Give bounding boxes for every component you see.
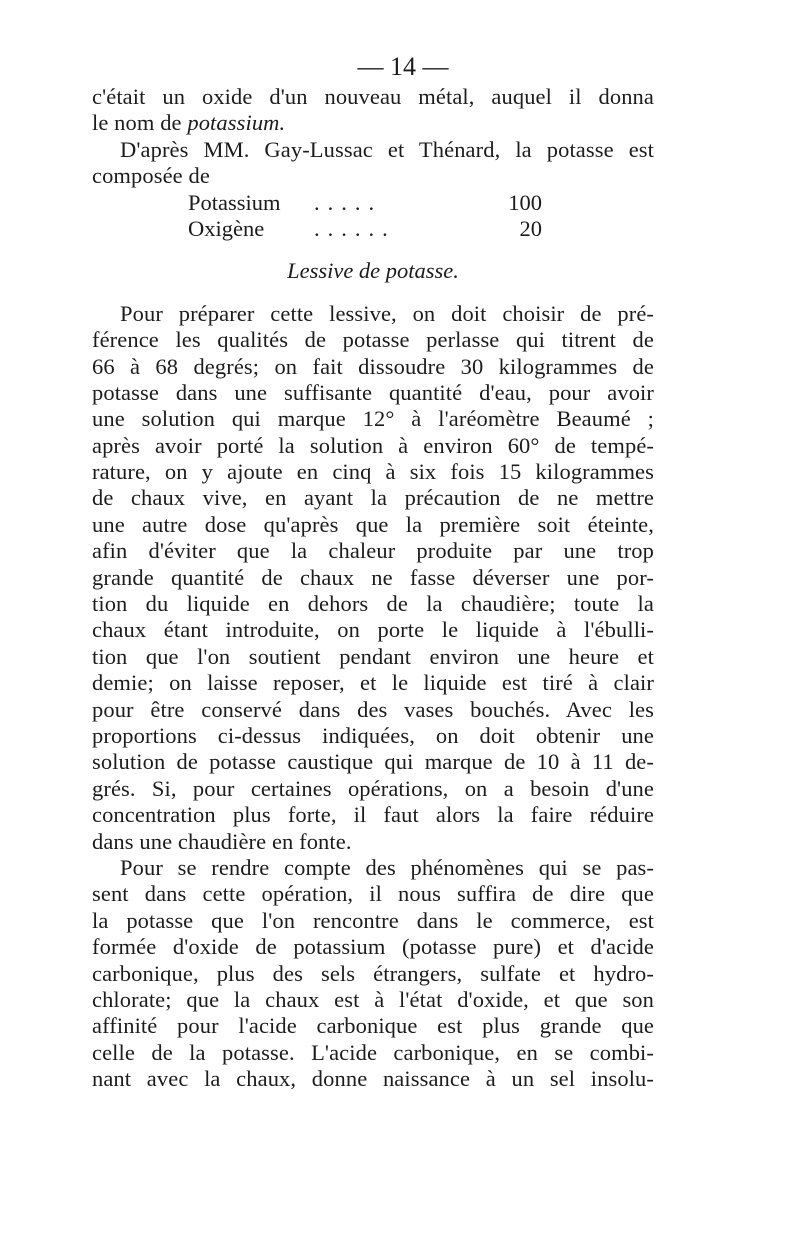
text-line: Pour se rendre compte des phénomènes qui se pas- — [120, 854, 654, 880]
leader-dots: ..... — [314, 189, 383, 215]
text-line: Pour préparer cette lessive, on doit choisir de pré- — [120, 300, 654, 326]
text-line: dans une chaudière en fonte. — [92, 828, 352, 854]
text-fragment: le nom de — [92, 110, 188, 136]
text-line: c'était un oxide d'un nouveau métal, auquel il donna — [92, 84, 654, 109]
leader-dots: ...... — [314, 215, 396, 241]
text-line: férence les qualités de potasse perlasse qui titrent de — [92, 327, 654, 353]
text-line: une solution qui marque 12° à l'aréomètre Beaumé ; — [92, 406, 654, 432]
paragraph-phenomenes — [92, 855, 654, 1093]
text-line: carbonique, plus des sels étrangers, sulfate et hydro- — [92, 960, 654, 986]
text-line: de chaux vive, en ayant la précaution de ne mettre — [92, 485, 654, 511]
intro-block — [92, 84, 654, 190]
text-line: pour être conservé dans des vases bouchés. Avec les — [92, 696, 654, 722]
text-line: formée d'oxide de potassium (potasse pure) et d'acide — [92, 934, 654, 960]
text-line: rature, on y ajoute en cinq à six fois 15 kilogrammes — [92, 459, 654, 485]
text-line: après avoir porté la solution à environ 60° de tempé- — [92, 432, 654, 458]
text-line: affinité pour l'acide carbonique est plus grande que — [92, 1013, 654, 1039]
text-line: solution de potasse caustique qui marque de 10 à 11 de- — [92, 749, 654, 775]
section-title: Lessive de potasse. — [287, 258, 459, 284]
text-line: sent dans cette opération, il nous suffira de dire que — [92, 881, 654, 907]
element-name: Oxigène — [188, 215, 265, 241]
composition-table — [92, 190, 654, 243]
text-line: concentration plus forte, il faut alors la faire réduire — [92, 802, 654, 828]
book-page — [92, 50, 654, 1092]
text-line: tion que l'on soutient pendant environ une heure et — [92, 643, 654, 669]
text-line: proportions ci-dessus indiquées, on doit obtenir une — [92, 722, 654, 748]
text-line: potasse dans une suffisante quantité d'eau, pour avoir — [92, 379, 654, 405]
paragraph-lessive — [92, 301, 654, 855]
text-line: demie; on laisse reposer, et le liquide est tiré à clair — [92, 670, 654, 696]
text-line: chlorate; que la chaux est à l'état d'oxide, et que son — [92, 986, 654, 1012]
text-line: grande quantité de chaux ne fasse déverser une por- — [92, 564, 654, 590]
text-line — [92, 110, 654, 136]
element-value: 20 — [519, 215, 542, 241]
composition-row — [92, 216, 654, 242]
text-line: tion du liquide en dehors de la chaudière; toute la — [92, 591, 654, 617]
text-line: nant avec la chaux, donne naissance à un sel insolu- — [92, 1066, 654, 1092]
text-line: grés. Si, pour certaines opérations, on a besoin d'une — [92, 775, 654, 801]
italic-term: potassium. — [187, 110, 286, 136]
text-line: chaux étant introduite, on porte le liquide à l'ébulli- — [92, 617, 654, 643]
text-line: celle de la potasse. L'acide carbonique, en se combi- — [92, 1039, 654, 1065]
page-number: — 14 — — [357, 52, 449, 81]
text-line: composée de — [92, 163, 210, 189]
element-value: 100 — [508, 189, 542, 215]
text-line: 66 à 68 degrés; on fait dissoudre 30 kilogrammes de — [92, 353, 654, 379]
element-name: Potassium — [188, 189, 281, 215]
text-line: D'après MM. Gay-Lussac et Thénard, la potasse est — [120, 136, 654, 162]
text-line: afin d'éviter que la chaleur produite par une trop — [92, 538, 654, 564]
text-line: la potasse que l'on rencontre dans le commerce, est — [92, 907, 654, 933]
composition-row — [92, 190, 654, 216]
text-line: une autre dose qu'après que la première soit éteinte, — [92, 511, 654, 537]
